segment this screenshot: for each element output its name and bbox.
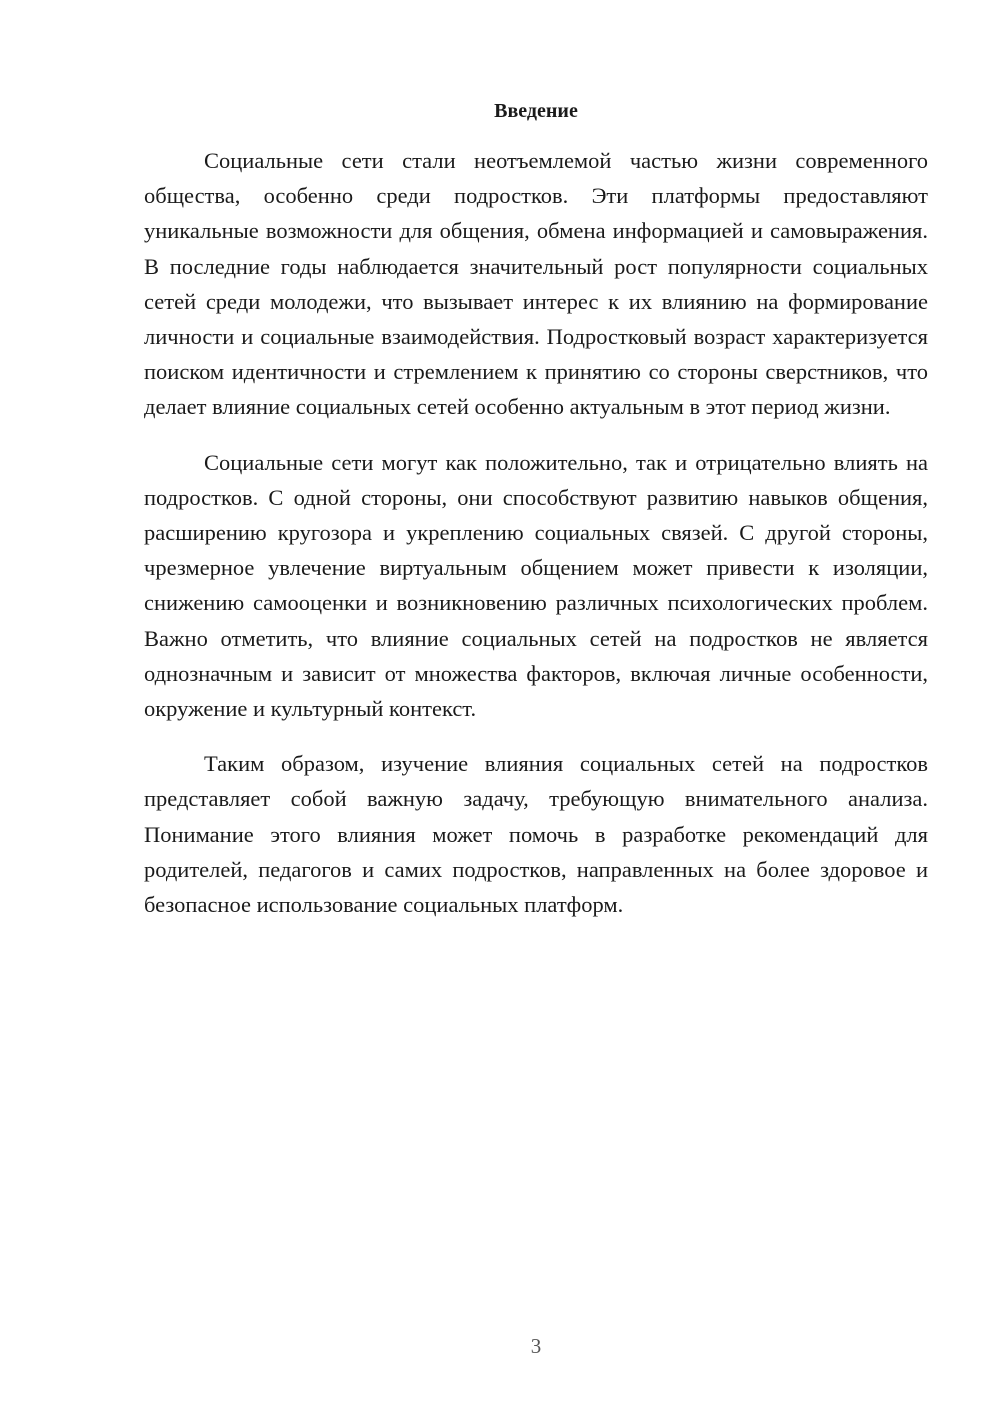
paragraph: Таким образом, изучение влияния социальных сетей на подростков представляет собой важную задачу, требующую внимательного анализа. Понимание этого влияния может помочь в разработке рекомендаций для родителей, педагогов и самих подростков, направленных на более здоровое и безопасное использование социальных платформ. bbox=[144, 751, 928, 918]
paragraph: Социальные сети стали неотъемлемой частью жизни современного общества, особенно среди подростков. Эти платформы предоставляют уникальные возможности для общения, обмена информацией и самовыражения. В последние годы наблюдается значительный рост популярности социальных сетей среди молодежи, что вызывает интерес к их влиянию на формирование личности и социальные взаимодействия. Подростковый возраст характеризуется поиском идентичности и стремлением к принятию со стороны сверстников, что делает влияние социальных сетей особенно актуальным в этот период жизни. bbox=[144, 148, 928, 420]
page-number: 3 bbox=[530, 1334, 542, 1358]
paragraph: Социальные сети могут как положительно, так и отрицательно влиять на подростков. С одной стороны, они способствуют развитию навыков общения, расширению кругозора и укреплению социальных связей. С другой стороны, чрезмерное увлечение виртуальным общением может привести к изоляции, снижению самооценки и возникновению различных психологических проблем. Важно отметить, что влияние социальных сетей на подростков не является однозначным и зависит от множества факторов, включая личные особенности, окружение и культурный контекст. bbox=[144, 449, 928, 722]
section-heading: Введение bbox=[494, 100, 578, 122]
body-text bbox=[144, 143, 928, 942]
